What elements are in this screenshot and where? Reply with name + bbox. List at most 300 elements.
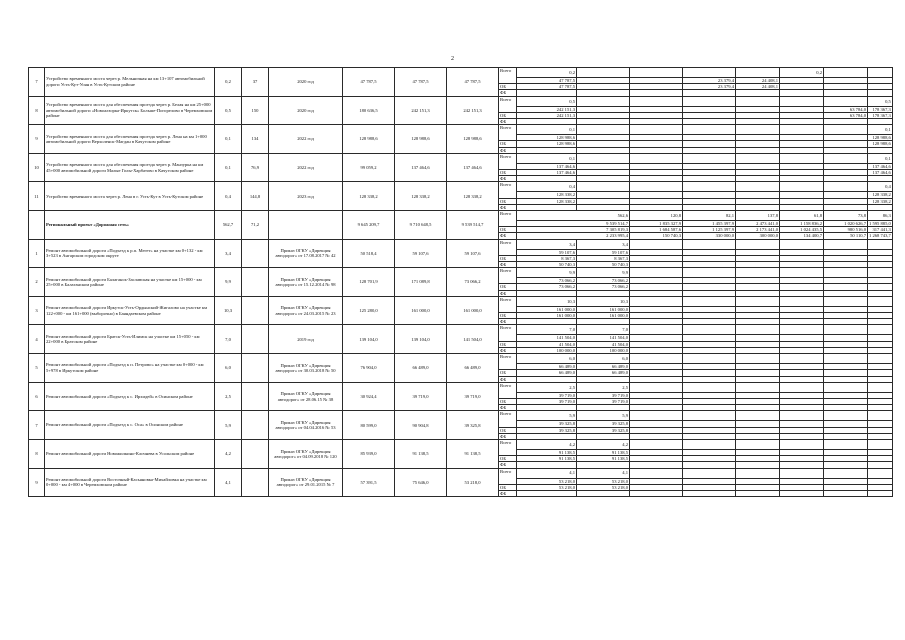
funding-value: 128 338,2: [517, 198, 577, 204]
funding-value: 0,1: [868, 153, 893, 163]
funding-value: [683, 382, 736, 392]
funding-value: [630, 268, 683, 278]
item-capacity: [242, 382, 269, 411]
funding-value: 9,9: [517, 268, 577, 278]
program-table: [28, 67, 893, 497]
funding-label: ФБ: [499, 176, 517, 182]
funding-value: 66 489,0: [577, 370, 630, 376]
funding-value: [780, 439, 824, 449]
item-cost-current: 242 151,3: [395, 96, 447, 125]
funding-value: 128 338,2: [868, 192, 893, 198]
funding-value: 6,0: [577, 354, 630, 364]
funding-value: [577, 68, 630, 78]
item-cost-program: 137 464,6: [447, 153, 499, 182]
item-capacity: [242, 439, 269, 468]
table-row: [29, 182, 893, 192]
funding-value: 128 338,2: [517, 192, 577, 198]
funding-value: 137,8: [736, 211, 780, 221]
item-capacity: [242, 468, 269, 497]
funding-value: 0,2: [517, 68, 577, 78]
funding-value: [630, 239, 683, 249]
funding-value: 141 504,0: [517, 335, 577, 341]
funding-value: [736, 439, 780, 449]
funding-value: [630, 354, 683, 364]
funding-value: 6,0: [517, 354, 577, 364]
funding-value: 161 000,0: [577, 313, 630, 319]
item-cost-program: 59 107,6: [447, 239, 499, 268]
item-deadline: [269, 211, 343, 240]
item-length: 5,9: [215, 411, 242, 440]
funding-value: 330 000,0: [683, 233, 736, 239]
funding-value: 4,2: [577, 439, 630, 449]
funding-value: [630, 68, 683, 78]
item-length: 10,3: [215, 296, 242, 325]
funding-label: ОБ: [499, 112, 517, 118]
funding-value: [577, 96, 630, 106]
funding-value: [780, 153, 824, 163]
funding-label: ОБ: [499, 484, 517, 490]
funding-value: [868, 296, 893, 306]
item-cost-program: 47 787,5: [447, 68, 499, 97]
item-capacity: [242, 239, 269, 268]
table-row: [29, 211, 893, 221]
funding-value: [736, 182, 780, 192]
item-name: Устройство временного моста через р. Лена в г. Усть-Кут в Усть-Кутском районе: [45, 182, 215, 211]
table-row: [29, 268, 893, 278]
funding-value: [824, 296, 868, 306]
item-cost-current: 91 138,5: [395, 439, 447, 468]
funding-value: 53 218,0: [577, 484, 630, 490]
funding-value: 91 138,5: [577, 449, 630, 455]
funding-value: [780, 239, 824, 249]
funding-label: ОБ: [499, 141, 517, 147]
funding-value: 300 000,0: [736, 233, 780, 239]
item-length: 4,1: [215, 468, 242, 497]
item-number: 11: [29, 182, 45, 211]
funding-label: Всего: [499, 182, 517, 198]
funding-value: 141 504,0: [577, 335, 630, 341]
funding-label: ФБ: [499, 147, 517, 153]
item-name: Устройство временного моста для обеспечения проезда через р. Лена на км 1+000 автомобильной дороги Верхоленск-Магдан в Качугском районе: [45, 125, 215, 154]
table-row: [29, 354, 893, 364]
funding-value: [683, 153, 736, 163]
item-number: [29, 211, 45, 240]
funding-value: [630, 125, 683, 135]
funding-value: 53 218,0: [517, 478, 577, 484]
funding-value: [824, 411, 868, 421]
item-cost-estimate: 139 104,0: [343, 325, 395, 354]
item-cost-current: 171 089,8: [395, 268, 447, 297]
item-cost-estimate: 76 904,0: [343, 354, 395, 383]
funding-value: 5,9: [577, 411, 630, 421]
funding-value: 242 151,3: [517, 106, 577, 112]
funding-label: ФБ: [499, 233, 517, 239]
item-cost-current: 128 338,2: [395, 182, 447, 211]
funding-value: 128 988,6: [517, 135, 577, 141]
item-cost-program: 39 325,8: [447, 411, 499, 440]
funding-value: 63 784,0: [824, 106, 868, 112]
item-length: 0,1: [215, 153, 242, 182]
item-cost-estimate: 9 645 209,7: [343, 211, 395, 240]
funding-label: Всего: [499, 325, 517, 341]
item-name: Ремонт автомобильной дороги Балаганск-Заславская на участке км 15+000 - км 25+000 в Балаганском районе: [45, 268, 215, 297]
item-cost-current: 139 104,0: [395, 325, 447, 354]
item-deadline: 2022 год: [269, 125, 343, 154]
funding-value: 161 000,0: [517, 306, 577, 312]
funding-value: 39 719,0: [517, 398, 577, 404]
funding-value: 128 988,6: [517, 141, 577, 147]
item-number: 9: [29, 468, 45, 497]
funding-value: [868, 68, 893, 78]
funding-value: [824, 182, 868, 192]
funding-value: [736, 411, 780, 421]
funding-value: 137 464,6: [868, 163, 893, 169]
funding-value: 47 787,5: [517, 84, 577, 90]
item-name: Ремонт автомобильной дороги «Подъезд к р.п. Мегет» на участке км 0+132 - км 3+523 в Ангарском городском округе: [45, 239, 215, 268]
funding-value: [824, 490, 868, 496]
table-row: [29, 296, 893, 306]
funding-value: 128 988,6: [868, 135, 893, 141]
item-length: 0,2: [215, 68, 242, 97]
funding-label: ОБ: [499, 284, 517, 290]
item-deadline: 2023 год: [269, 182, 343, 211]
item-length: 0,1: [215, 125, 242, 154]
funding-label: ФБ: [499, 119, 517, 125]
funding-value: 53 218,0: [577, 478, 630, 484]
funding-value: [630, 439, 683, 449]
item-length: 0,5: [215, 96, 242, 125]
funding-value: [577, 490, 630, 496]
funding-value: 24 408,1: [736, 78, 780, 84]
item-name: Устройство временного моста через р. Мельничная на км 13+107 автомобильной дороги Усть-Кут-Уоян в Усть-Кутском районе: [45, 68, 215, 97]
funding-value: [824, 354, 868, 364]
item-cost-current: 59 107,6: [395, 239, 447, 268]
item-cost-program: 242 151,3: [447, 96, 499, 125]
funding-value: [577, 182, 630, 192]
funding-value: 59 107,6: [517, 249, 577, 255]
funding-value: [683, 125, 736, 135]
funding-value: 1 020 626,7: [824, 221, 868, 227]
item-number: 10: [29, 153, 45, 182]
funding-value: [824, 382, 868, 392]
item-deadline: 2020 год: [269, 68, 343, 97]
funding-value: 86,3: [868, 211, 893, 221]
item-cost-program: 141 504,0: [447, 325, 499, 354]
table-row: [29, 68, 893, 78]
funding-value: [630, 468, 683, 478]
funding-value: 0,5: [868, 96, 893, 106]
funding-value: [683, 296, 736, 306]
funding-label: ФБ: [499, 204, 517, 210]
funding-value: 50 740,3: [517, 262, 577, 268]
funding-value: 50 740,3: [577, 262, 630, 268]
funding-value: 1 125 397,9: [683, 227, 736, 233]
item-deadline: Приказ ОГКУ «Дирекция автодорог» от 30.03.2018 № 50: [269, 354, 343, 383]
item-cost-current: 9 710 648,5: [395, 211, 447, 240]
funding-label: ОБ: [499, 313, 517, 319]
funding-value: 0,4: [517, 182, 577, 192]
funding-value: 0,5: [517, 96, 577, 106]
funding-value: 9 539 514,7: [517, 221, 630, 227]
funding-label: Всего: [499, 268, 517, 284]
funding-value: 1 158 836,2: [780, 221, 824, 227]
funding-label: ОБ: [499, 198, 517, 204]
funding-value: 7,0: [577, 325, 630, 335]
item-deadline: Приказ ОГКУ «Дирекция автодорог» от 04.04.2016 № 53: [269, 411, 343, 440]
item-cost-estimate: 125 280,0: [343, 296, 395, 325]
item-cost-current: 39 719,0: [395, 382, 447, 411]
item-cost-program: 128 338,2: [447, 182, 499, 211]
item-length: 6,0: [215, 354, 242, 383]
item-length: 562,7: [215, 211, 242, 240]
funding-value: [736, 96, 780, 106]
item-capacity: 144,8: [242, 182, 269, 211]
item-number: 4: [29, 325, 45, 354]
funding-value: [683, 239, 736, 249]
item-number: 8: [29, 439, 45, 468]
item-cost-program: 73 066,2: [447, 268, 499, 297]
funding-value: 100 000,0: [517, 347, 577, 353]
item-capacity: 71,2: [242, 211, 269, 240]
funding-label: Всего: [499, 439, 517, 455]
funding-value: 134 400,7: [780, 233, 824, 239]
item-cost-current: 161 000,0: [395, 296, 447, 325]
funding-value: 562,6: [517, 211, 630, 221]
item-length: 7,0: [215, 325, 242, 354]
funding-label: ОБ: [499, 227, 517, 233]
item-cost-estimate: 128 988,6: [343, 125, 395, 154]
funding-label: Всего: [499, 239, 517, 255]
funding-value: [630, 296, 683, 306]
item-cost-estimate: 80 599,0: [343, 411, 395, 440]
funding-label: Всего: [499, 411, 517, 427]
item-name: Ремонт автомобильной дороги Новожилкино-Клочнева в Усольском районе: [45, 439, 215, 468]
item-cost-estimate: 180 636,5: [343, 96, 395, 125]
funding-value: 161 000,0: [577, 306, 630, 312]
funding-value: [736, 268, 780, 278]
funding-value: 23 379,4: [683, 84, 736, 90]
item-cost-current: 90 904,8: [395, 411, 447, 440]
funding-value: 1 595 885,0: [869, 221, 891, 227]
funding-label: Всего: [499, 125, 517, 141]
funding-label: ФБ: [499, 462, 517, 468]
item-cost-program: 9 539 514,7: [447, 211, 499, 240]
item-cost-program: 91 138,5: [447, 439, 499, 468]
item-cost-current: 128 988,6: [395, 125, 447, 154]
item-number: 7: [29, 411, 45, 440]
funding-value: [824, 153, 868, 163]
item-capacity: [242, 354, 269, 383]
funding-value: 0,1: [517, 125, 577, 135]
table-row: [29, 125, 893, 135]
funding-label: ФБ: [499, 90, 517, 96]
funding-value: 7,0: [517, 325, 577, 335]
funding-value: 91 138,5: [517, 449, 577, 455]
funding-value: 23 379,4: [683, 78, 736, 84]
item-name: Региональный проект «Дорожная сеть»: [45, 211, 215, 240]
funding-value: [780, 382, 824, 392]
table-row: [29, 439, 893, 449]
funding-label: ФБ: [499, 433, 517, 439]
funding-value: 1 684 587,6: [630, 227, 683, 233]
table-row: [29, 325, 893, 335]
funding-value: 128 988,6: [868, 141, 893, 147]
funding-label: Всего: [499, 382, 517, 398]
item-number: 7: [29, 68, 45, 97]
funding-value: 0,1: [517, 153, 577, 163]
funding-value: 8 367,3: [577, 255, 630, 261]
item-number: 3: [29, 296, 45, 325]
item-cost-program: 53 218,0: [447, 468, 499, 497]
funding-value: 73 066,2: [577, 284, 630, 290]
funding-value: [868, 411, 893, 421]
funding-value: 137 464,6: [517, 163, 577, 169]
funding-value: [824, 68, 868, 78]
funding-label: ОБ: [499, 370, 517, 376]
funding-label: Всего: [499, 153, 517, 169]
funding-value: 4,1: [577, 468, 630, 478]
funding-value: 2,5: [517, 382, 577, 392]
item-cost-current: 47 787,5: [395, 68, 447, 97]
funding-value: 41 504,0: [577, 341, 630, 347]
funding-value: 7 305 819,3: [517, 227, 630, 233]
funding-label: Всего: [499, 68, 517, 84]
item-name: Ремонт автомобильной дороги «Подъезд к п. Петрово» на участке км 0+000 - км 5+978 в Иркутском районе: [45, 354, 215, 383]
funding-value: 0,2: [780, 68, 824, 78]
funding-value: [780, 268, 824, 278]
funding-value: [630, 382, 683, 392]
funding-value: [736, 153, 780, 163]
funding-label: ФБ: [499, 262, 517, 268]
table-row: [29, 96, 893, 106]
item-name: Ремонт автомобильной дороги Братск-Усть-Илимск на участке км 15+050 - км 22+000 в Братском районе: [45, 325, 215, 354]
item-name: Ремонт автомобильной дороги Восточный-Касьяновка-Михайловка на участке км 0+000 - км 4+000 в Черемховском районе: [45, 468, 215, 497]
funding-value: [868, 268, 893, 278]
item-number: 6: [29, 382, 45, 411]
item-cost-program: 39 719,0: [447, 382, 499, 411]
funding-value: 5,9: [517, 411, 577, 421]
funding-value: [630, 182, 683, 192]
funding-value: [736, 325, 780, 335]
funding-value: [868, 239, 893, 249]
funding-label: ОБ: [499, 84, 517, 90]
funding-value: 1 268 743,7: [869, 233, 891, 239]
item-length: 3,4: [215, 239, 242, 268]
funding-value: 120,8: [630, 211, 683, 221]
item-number: 2: [29, 268, 45, 297]
funding-value: [577, 125, 630, 135]
item-capacity: 134: [242, 125, 269, 154]
funding-value: [868, 439, 893, 449]
item-deadline: Приказ ОГКУ «Дирекция автодорог» от 28.06.15 № 38: [269, 382, 343, 411]
funding-value: 66 489,0: [517, 364, 577, 370]
item-deadline: 2022 год: [269, 153, 343, 182]
funding-value: [780, 468, 824, 478]
funding-value: [630, 490, 683, 496]
funding-value: [736, 296, 780, 306]
item-deadline: Приказ ОГКУ «Дирекция автодорог» от 04.09.2018 № 120: [269, 439, 343, 468]
item-cost-estimate: 57 391,5: [343, 468, 395, 497]
funding-value: [824, 268, 868, 278]
funding-value: [630, 96, 683, 106]
funding-value: 91 138,5: [577, 456, 630, 462]
funding-label: ФБ: [499, 319, 517, 325]
funding-value: [577, 153, 630, 163]
item-number: 8: [29, 96, 45, 125]
item-cost-current: 66 489,0: [395, 354, 447, 383]
funding-value: [736, 68, 780, 78]
funding-value: 1 024 435,5: [780, 227, 824, 233]
funding-value: 61,8: [780, 211, 824, 221]
funding-value: [683, 354, 736, 364]
funding-value: [683, 411, 736, 421]
funding-value: 66 489,0: [577, 364, 630, 370]
item-deadline: Приказ ОГКУ «Дирекция автодорог» от 15.12.2014 № 98: [269, 268, 343, 297]
funding-value: 4,1: [517, 468, 577, 478]
funding-value: [868, 354, 893, 364]
funding-value: 53 218,0: [517, 484, 577, 490]
funding-value: 137 464,6: [868, 170, 893, 176]
item-deadline: 2019 год: [269, 325, 343, 354]
funding-label: ОБ: [499, 255, 517, 261]
funding-label: ОБ: [499, 398, 517, 404]
table-row: [29, 411, 893, 421]
page-number: 2: [451, 56, 454, 62]
funding-value: [683, 268, 736, 278]
funding-value: 66 489,0: [517, 370, 577, 376]
funding-value: [824, 125, 868, 135]
funding-value: 100 000,0: [577, 347, 630, 353]
item-length: 2,5: [215, 382, 242, 411]
item-cost-estimate: 47 787,5: [343, 68, 395, 97]
funding-value: 178 367,3: [868, 106, 893, 112]
funding-value: [736, 239, 780, 249]
item-cost-estimate: 128 701,9: [343, 268, 395, 297]
funding-value: 39 325,8: [517, 421, 577, 427]
funding-label: Всего: [499, 296, 517, 312]
funding-label: ФБ: [499, 490, 517, 496]
funding-label: ФБ: [499, 290, 517, 296]
item-cost-program: 66 489,0: [447, 354, 499, 383]
item-name: Ремонт автомобильной дороги «Подъезд к с. Ирхидей» в Осинском районе: [45, 382, 215, 411]
funding-value: 2 473 441,0: [736, 221, 780, 227]
item-cost-program: 128 988,6: [447, 125, 499, 154]
item-deadline: Приказ ОГКУ «Дирекция автодорог» от 24.03.2015 № 23: [269, 296, 343, 325]
funding-value: 3,4: [517, 239, 577, 249]
funding-value: 161 000,0: [517, 313, 577, 319]
funding-value: [868, 325, 893, 335]
funding-value: 50 110,7: [824, 233, 868, 239]
item-capacity: [242, 268, 269, 297]
funding-value: [780, 125, 824, 135]
funding-label: Всего: [499, 96, 517, 112]
item-name: Ремонт автомобильной дороги Иркутск-Усть-Ордынский-Жигалово на участке км 122+000 - км 161+000 (выборочно) в Баяндаевском районе: [45, 296, 215, 325]
funding-value: 39 325,8: [577, 421, 630, 427]
funding-value: [824, 239, 868, 249]
item-cost-estimate: 99 059,2: [343, 153, 395, 182]
item-cost-current: 75 646,0: [395, 468, 447, 497]
funding-value: [683, 96, 736, 106]
item-cost-estimate: 30 924,4: [343, 382, 395, 411]
funding-value: [780, 96, 824, 106]
funding-value: 178 367,3: [868, 112, 893, 118]
funding-value: 10,3: [517, 296, 577, 306]
funding-value: 2,5: [577, 382, 630, 392]
funding-value: 317 441,3: [868, 227, 893, 233]
funding-value: [683, 182, 736, 192]
item-cost-estimate: 85 939,0: [343, 439, 395, 468]
funding-value: 39 719,0: [577, 398, 630, 404]
